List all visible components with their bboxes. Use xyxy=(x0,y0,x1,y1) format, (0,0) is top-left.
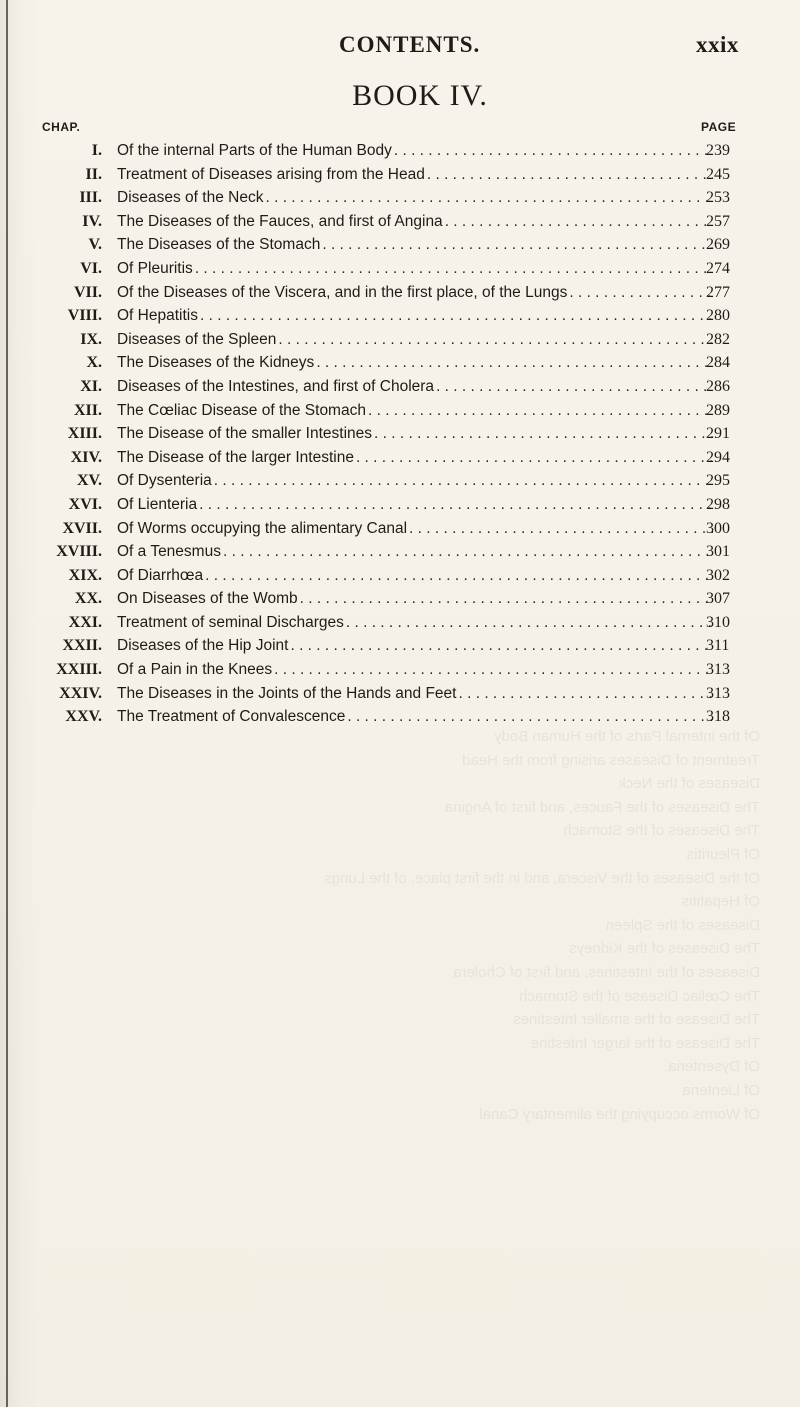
toc-entry xyxy=(0,139,800,163)
chapter-page-number: 253 xyxy=(706,189,730,207)
chapter-line xyxy=(117,587,713,611)
chapter-number: XXI. xyxy=(68,613,102,631)
chapter-number: IX. xyxy=(80,330,102,348)
chapter-line xyxy=(117,257,713,281)
dot-leader xyxy=(322,233,713,257)
dot-leader xyxy=(394,139,713,163)
chapter-page-number: 245 xyxy=(706,165,730,183)
toc-entry xyxy=(0,375,800,399)
chapter-title: Diseases of the Spleen xyxy=(117,330,277,348)
chapter-line xyxy=(117,328,713,352)
chapter-page-number: 318 xyxy=(706,708,730,726)
chapter-number: XVI. xyxy=(68,495,102,513)
chapter-number: XI. xyxy=(80,377,102,395)
dot-leader xyxy=(290,634,713,658)
show-through-line: Diseases of the Neck xyxy=(618,775,760,793)
show-through-line: The Cœliac Disease of the Stomach xyxy=(519,987,760,1005)
chapter-page-number: 291 xyxy=(706,425,730,443)
chapter-page-number: 277 xyxy=(706,283,730,301)
dot-leader xyxy=(347,705,713,729)
running-head xyxy=(0,32,800,62)
chapter-number: XVII. xyxy=(62,519,102,537)
chapter-title: Of the Diseases of the Viscera, and in the first place, of the Lungs xyxy=(117,283,568,301)
toc-entry xyxy=(0,399,800,423)
chapter-line xyxy=(117,233,713,257)
show-through-line: Of the internal Parts of the Human Body xyxy=(494,728,760,745)
chapter-title: Treatment of Diseases arising from the Head xyxy=(117,165,425,183)
toc-entry xyxy=(0,233,800,257)
chapter-line xyxy=(117,186,713,210)
chapter-page-number: 295 xyxy=(706,472,730,490)
page-folio: xxix xyxy=(696,32,739,57)
chapter-title: Of a Pain in the Knees xyxy=(117,661,273,679)
toc-entry xyxy=(0,658,800,682)
chapter-title: Diseases of the Hip Joint xyxy=(117,637,289,655)
dot-leader xyxy=(205,564,713,588)
chapter-title: Of Worms occupying the alimentary Canal xyxy=(117,519,408,537)
chapter-line xyxy=(117,281,713,305)
chapter-page-number: 311 xyxy=(706,637,730,655)
show-through-line: The Disease of the larger Intestine xyxy=(530,1034,760,1052)
toc-entry xyxy=(0,540,800,564)
dot-leader xyxy=(316,351,713,375)
toc-entry xyxy=(0,257,800,281)
chapter-title: The Diseases in the Joints of the Hands and Feet xyxy=(117,684,457,702)
chapter-line xyxy=(117,446,713,470)
chapter-title: The Diseases of the Stomach xyxy=(117,236,321,254)
show-through-line: Treatment of Diseases arising from the Head xyxy=(462,751,760,769)
dot-leader xyxy=(199,493,713,517)
chapter-line xyxy=(117,705,713,729)
chapter-column-heading: CHAP. xyxy=(42,120,81,134)
chapter-number: VI. xyxy=(80,259,102,277)
chapter-title: The Treatment of Convalescence xyxy=(117,708,346,726)
chapter-line xyxy=(117,163,713,187)
chapter-title: On Diseases of the Womb xyxy=(117,590,298,608)
chapter-title: The Diseases of the Kidneys xyxy=(117,354,315,372)
chapter-page-number: 286 xyxy=(706,377,730,395)
toc-entry xyxy=(0,682,800,706)
toc-entry xyxy=(0,587,800,611)
chapter-title: Of Pleuritis xyxy=(117,259,193,277)
chapter-number: X. xyxy=(86,354,102,372)
dot-leader xyxy=(436,375,713,399)
show-through-line: Of Worms occupying the alimentary Canal xyxy=(479,1105,760,1123)
chapter-page-number: 313 xyxy=(706,661,730,679)
chapter-number: XIV. xyxy=(70,448,102,466)
chapter-number: XXV. xyxy=(65,708,102,726)
dot-leader xyxy=(409,517,713,541)
dot-leader xyxy=(278,328,713,352)
dot-leader xyxy=(300,587,713,611)
chapter-page-number: 301 xyxy=(706,543,730,561)
table-of-contents xyxy=(0,139,800,729)
chapter-title: Of Diarrhœa xyxy=(117,566,204,584)
book-title: BOOK IV. xyxy=(352,79,488,112)
chapter-page-number: 310 xyxy=(706,613,730,631)
show-through-bleed xyxy=(80,725,760,1125)
running-title: CONTENTS. xyxy=(339,32,481,57)
chapter-line xyxy=(117,493,713,517)
dot-leader xyxy=(200,304,713,328)
chapter-page-number: 257 xyxy=(706,212,730,230)
toc-entry xyxy=(0,186,800,210)
chapter-number: XXIII. xyxy=(56,661,102,679)
dot-leader xyxy=(368,399,713,423)
toc-entry xyxy=(0,634,800,658)
dot-leader xyxy=(458,682,713,706)
toc-entry xyxy=(0,281,800,305)
toc-entry xyxy=(0,304,800,328)
show-through-line: The Diseases of the Kidneys xyxy=(569,940,760,958)
chapter-page-number: 280 xyxy=(706,307,730,325)
chapter-title: The Diseases of the Fauces, and first of Angina xyxy=(117,212,443,230)
chapter-title: Of a Tenesmus xyxy=(117,543,221,561)
toc-entry xyxy=(0,351,800,375)
dot-leader xyxy=(427,163,713,187)
chapter-line xyxy=(117,351,713,375)
chapter-title: Of the internal Parts of the Human Body xyxy=(117,142,392,159)
show-through-line: The Disease of the smaller Intestines xyxy=(513,1011,760,1029)
chapter-title: The Cœliac Disease of the Stomach xyxy=(117,401,366,419)
toc-entry xyxy=(0,564,800,588)
chapter-number: III. xyxy=(79,189,102,207)
show-through-line: Of Dysenteria xyxy=(668,1058,760,1076)
show-through-line: Of Hepatitis xyxy=(681,893,760,911)
chapter-page-number: 294 xyxy=(706,448,730,466)
chapter-number: XX. xyxy=(74,590,102,608)
chapter-title: Of Dysenteria xyxy=(117,472,212,490)
show-through-line: Of Pleuritis xyxy=(686,845,760,863)
chapter-number: II. xyxy=(85,165,102,183)
chapter-title: The Disease of the smaller Intestines xyxy=(117,425,373,443)
chapter-page-number: 307 xyxy=(706,590,730,608)
dot-leader xyxy=(445,210,713,234)
chapter-line xyxy=(117,399,713,423)
show-through-line: The Diseases of the Fauces, and first of Angina xyxy=(444,798,760,816)
chapter-line xyxy=(117,634,713,658)
show-through-line: Diseases of the Intestines, and first of Cholera xyxy=(453,963,760,981)
chapter-number: VII. xyxy=(73,283,102,301)
chapter-title: Treatment of seminal Discharges xyxy=(117,613,344,631)
dot-leader xyxy=(265,186,713,210)
chapter-line xyxy=(117,304,713,328)
chapter-page-number: 302 xyxy=(706,566,730,584)
chapter-number: XV. xyxy=(76,472,102,490)
dot-leader xyxy=(356,446,713,470)
chapter-page-number: 300 xyxy=(706,519,730,537)
chapter-line xyxy=(117,540,713,564)
chapter-number: XXII. xyxy=(62,637,102,655)
chapter-title: The Disease of the larger Intestine xyxy=(117,448,354,466)
chapter-line xyxy=(117,611,713,635)
chapter-line xyxy=(117,422,713,446)
chapter-line xyxy=(117,469,713,493)
dot-leader xyxy=(274,658,713,682)
chapter-line xyxy=(117,210,713,234)
chapter-page-number: 269 xyxy=(706,236,730,254)
chapter-number: XVIII. xyxy=(56,543,102,561)
dot-leader xyxy=(214,469,713,493)
chapter-line xyxy=(117,658,713,682)
chapter-line xyxy=(117,564,713,588)
chapter-page-number: 284 xyxy=(706,354,730,372)
toc-entry xyxy=(0,705,800,729)
chapter-number: XIII. xyxy=(67,425,102,443)
show-through-line: Of the Diseases of the Viscera, and in the first place, of the Lungs xyxy=(324,869,760,887)
chapter-number: VIII. xyxy=(67,307,102,325)
toc-entry xyxy=(0,469,800,493)
chapter-title: Of Hepatitis xyxy=(117,307,198,325)
chapter-page-number: 274 xyxy=(706,259,730,277)
chapter-line xyxy=(117,682,713,706)
toc-entry xyxy=(0,517,800,541)
toc-entry xyxy=(0,493,800,517)
dot-leader xyxy=(569,281,713,305)
toc-entry xyxy=(0,446,800,470)
dot-leader xyxy=(346,611,713,635)
chapter-title: Diseases of the Intestines, and first of Cholera xyxy=(117,377,435,395)
chapter-page-number: 282 xyxy=(706,330,730,348)
dot-leader xyxy=(223,540,713,564)
show-through-line: Diseases of the Spleen xyxy=(605,916,760,934)
toc-entry xyxy=(0,328,800,352)
chapter-number: XII. xyxy=(73,401,102,419)
chapter-page-number: 298 xyxy=(706,495,730,513)
dot-leader xyxy=(195,257,713,281)
chapter-number: I. xyxy=(91,142,102,159)
chapter-number: XIX. xyxy=(68,566,102,584)
toc-entry xyxy=(0,210,800,234)
chapter-line xyxy=(117,375,713,399)
chapter-page-number: 289 xyxy=(706,401,730,419)
column-headings xyxy=(0,120,800,140)
show-through-line: Of Lienteria xyxy=(682,1081,760,1099)
page-column-heading: PAGE xyxy=(701,120,737,134)
chapter-title: Of Lienteria xyxy=(117,495,198,513)
dot-leader xyxy=(374,422,713,446)
toc-entry xyxy=(0,163,800,187)
chapter-line xyxy=(117,517,713,541)
chapter-title: Diseases of the Neck xyxy=(117,189,264,207)
toc-entry xyxy=(0,422,800,446)
chapter-line xyxy=(117,139,713,163)
toc-entry xyxy=(0,611,800,635)
chapter-number: XXIV. xyxy=(59,684,102,702)
chapter-page-number: 239 xyxy=(706,142,730,159)
show-through-line: The Diseases of the Stomach xyxy=(563,822,760,840)
chapter-page-number: 313 xyxy=(706,684,730,702)
chapter-number: V. xyxy=(88,236,102,254)
chapter-number: IV. xyxy=(82,212,102,230)
